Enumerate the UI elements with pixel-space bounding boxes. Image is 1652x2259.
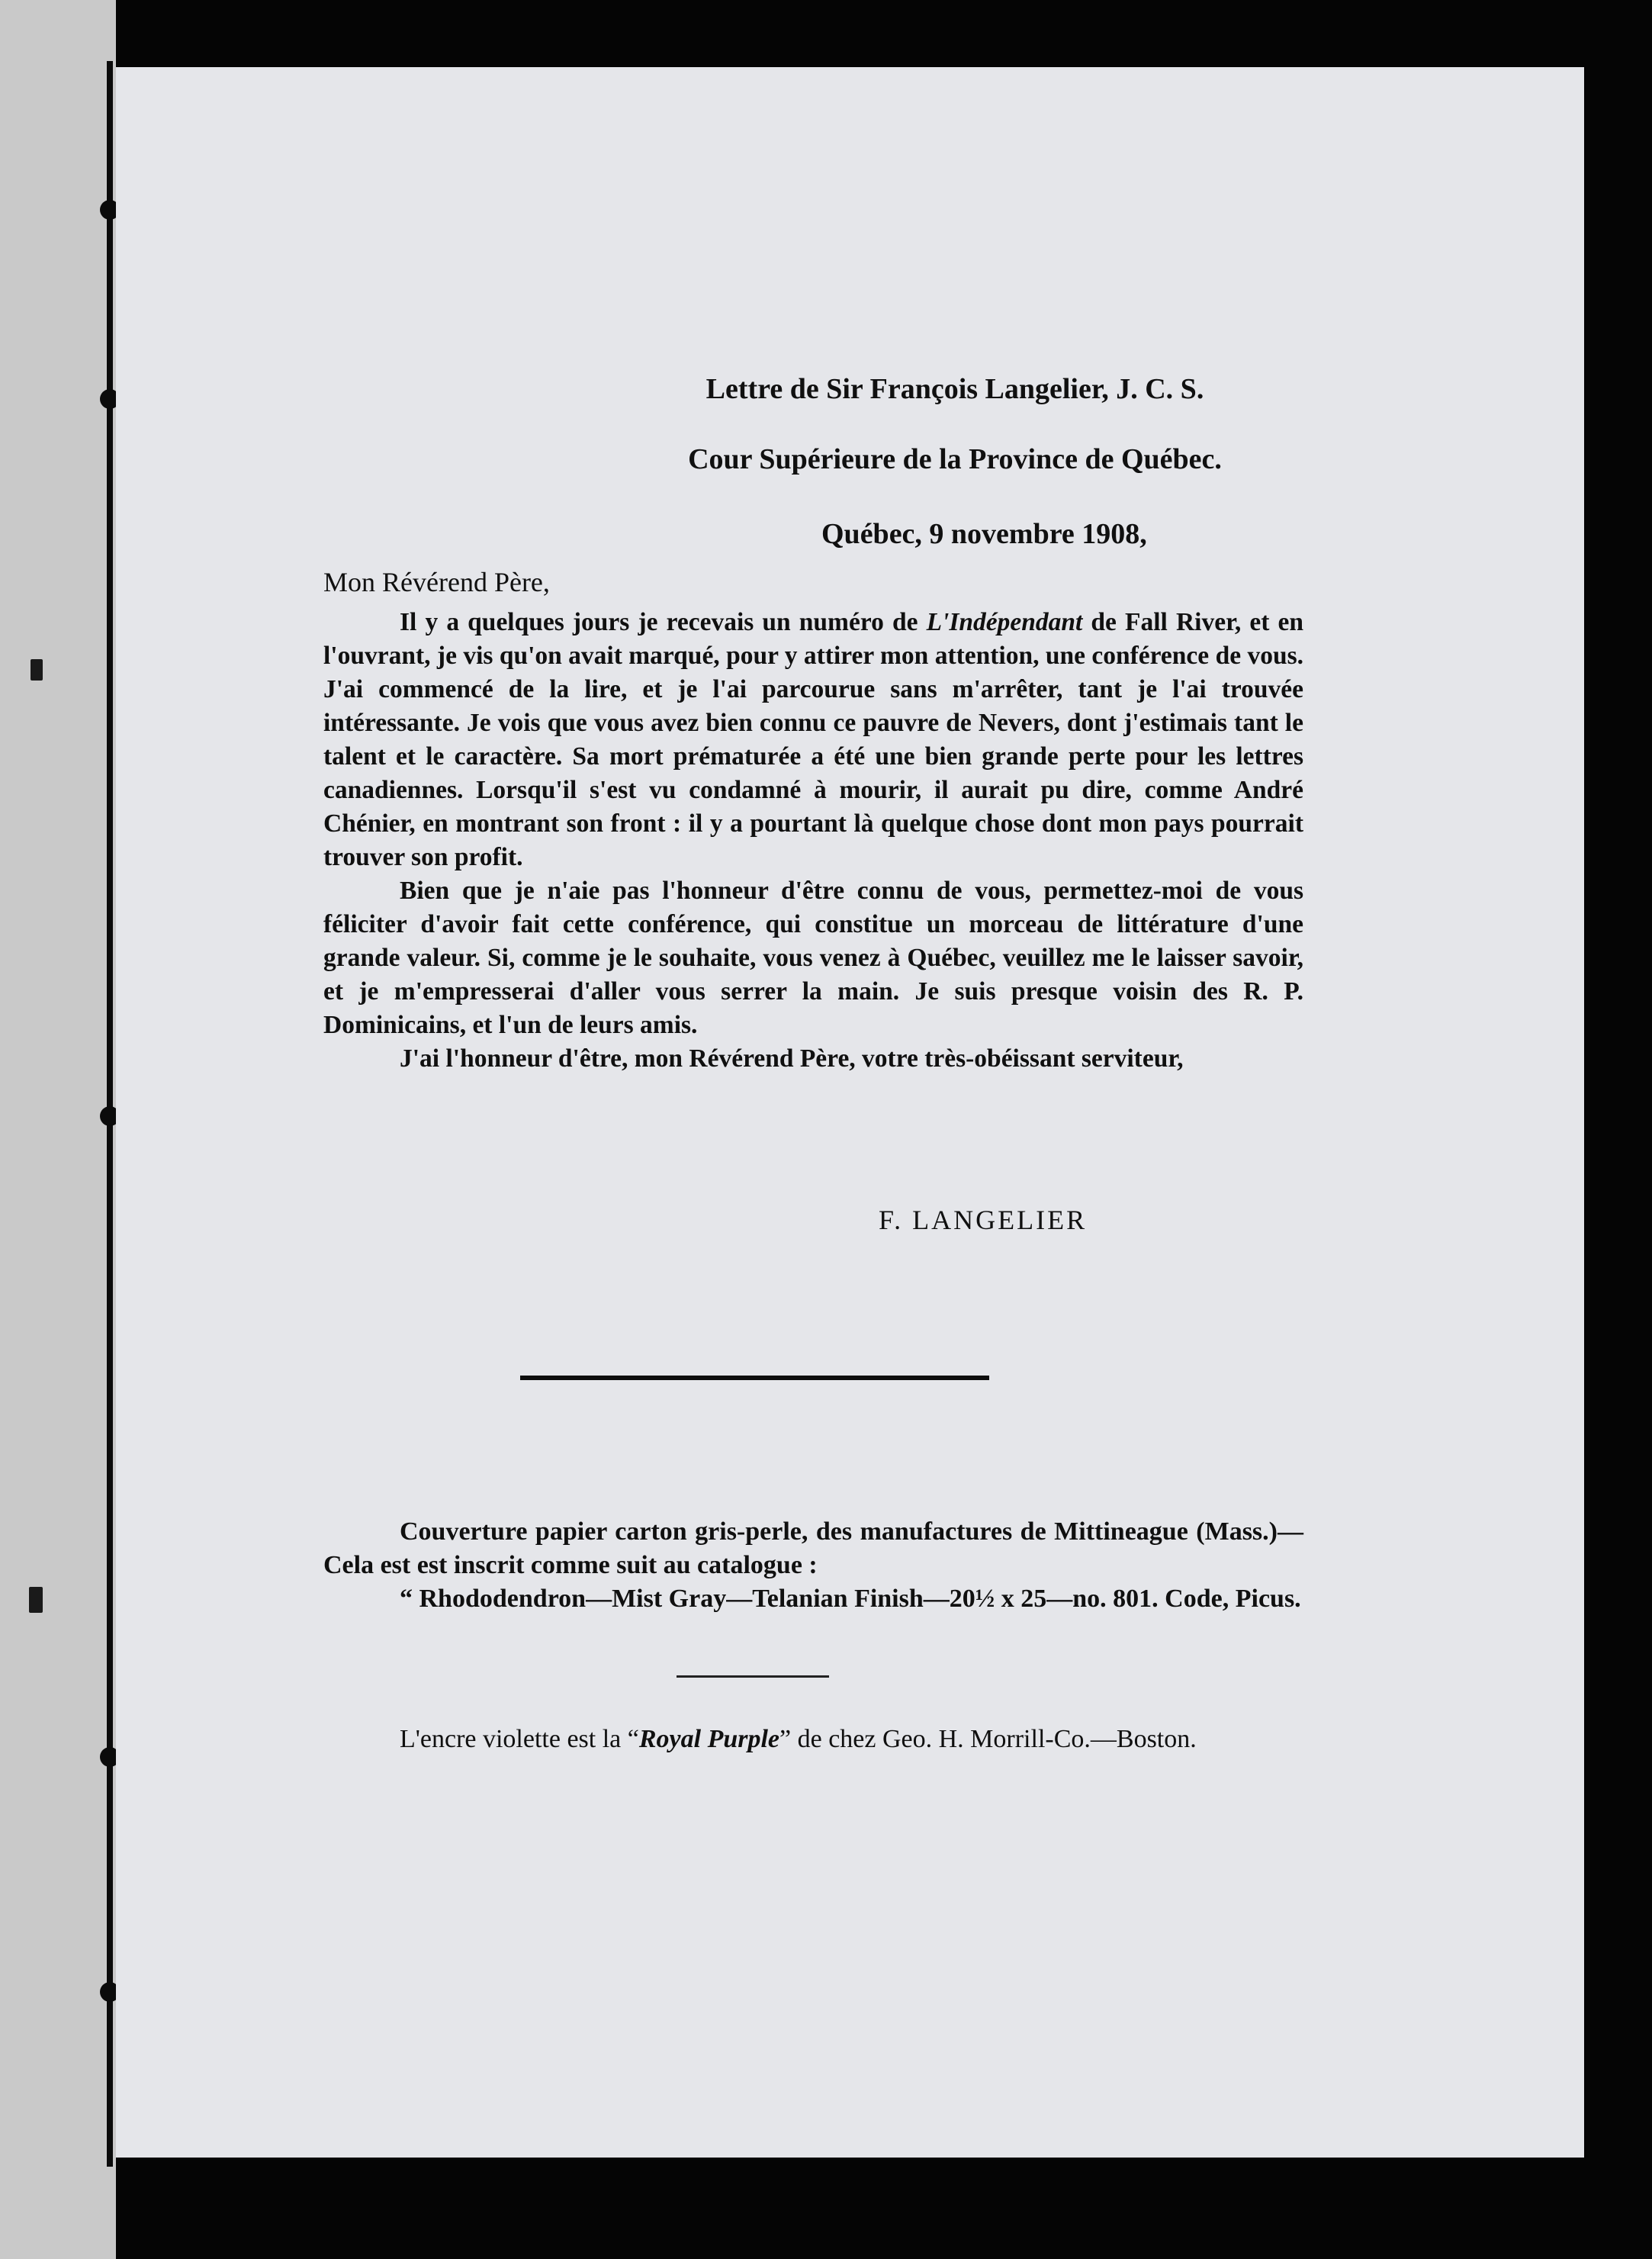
catalogue-paragraph: “ Rhododendron—Mist Gray—Telanian Finish—20½ x 25—no. 801. Code, Picus. [400, 1585, 1301, 1613]
document-page [116, 67, 1584, 2158]
letter-text: Il y a quelques jours je recevais un numéro de [400, 608, 927, 636]
scan-speck [29, 1587, 43, 1613]
court-heading: Cour Supérieure de la Province de Québec. [688, 443, 1222, 475]
ink-brand: Royal Purple [638, 1725, 780, 1753]
ink-text: L'encre violette est la “ [400, 1725, 639, 1753]
letter-text: de Fall River, et en l'ouvrant, je vis qu'on avait marqué, pour y attirer mon attention, une conférence de vous. J'ai commencé de la lire, et je l'ai parcourue sans m'arrêter, tant je l'ai trouvée intéressante. Je vois que vous avez bien connu ce pauvre de Nevers, dont j'estimais tant le talent et le caractère. Sa mort prématurée a été une bien grande perte pour les lettres canadiennes. Lorsqu'il s'est vu condamné à mourir, il aurait pu dire, comme André Chénier, en montrant son front : il y a pourtant là quelque chose dont mon pays pourrait trouver son profit. [323, 608, 1304, 871]
letter-paragraph: J'ai l'honneur d'être, mon Révérend Père, votre très-obéissant serviteur, [400, 1044, 1184, 1073]
short-divider [677, 1675, 829, 1678]
letter-signature: F. LANGELIER [879, 1205, 1088, 1235]
cover-paragraph: Couverture papier carton gris-perle, des manufactures de Mittineague (Mass.)—Cela est est inscrit comme suit au catalogue : [323, 1517, 1303, 1579]
letter-paragraph: Bien que je n'aie pas l'honneur d'être connu de vous, permettez-moi de vous féliciter d'avoir fait cette conférence, qui constitue un morceau de littérature d'une grande valeur. Si, comme je le souhaite, vous venez à Québec, veuillez me le laisser savoir, et je m'empresserai d'aller vous serrer la main. Je suis presque voisin des R. P. Dominicains, et l'un de leurs amis. [323, 877, 1303, 1039]
section-divider [520, 1376, 989, 1380]
letter-paragraph [323, 606, 1303, 874]
ink-text: ” de chez Geo. H. Morrill-Co.—Boston. [779, 1725, 1197, 1753]
letter-title: Lettre de Sir François Langelier, J. C. S. [705, 373, 1204, 405]
newspaper-title: L'Indépendant [926, 608, 1083, 636]
binding-margin [0, 0, 116, 2259]
cover-note [323, 1515, 1303, 1616]
ink-note [323, 1723, 1303, 1756]
letter-salutation: Mon Révérend Père, [323, 567, 550, 597]
letter-dateline: Québec, 9 novembre 1908, [821, 518, 1147, 550]
ink-paragraph [323, 1723, 1303, 1756]
scan-speck [31, 659, 43, 681]
letter-body [323, 606, 1303, 1076]
